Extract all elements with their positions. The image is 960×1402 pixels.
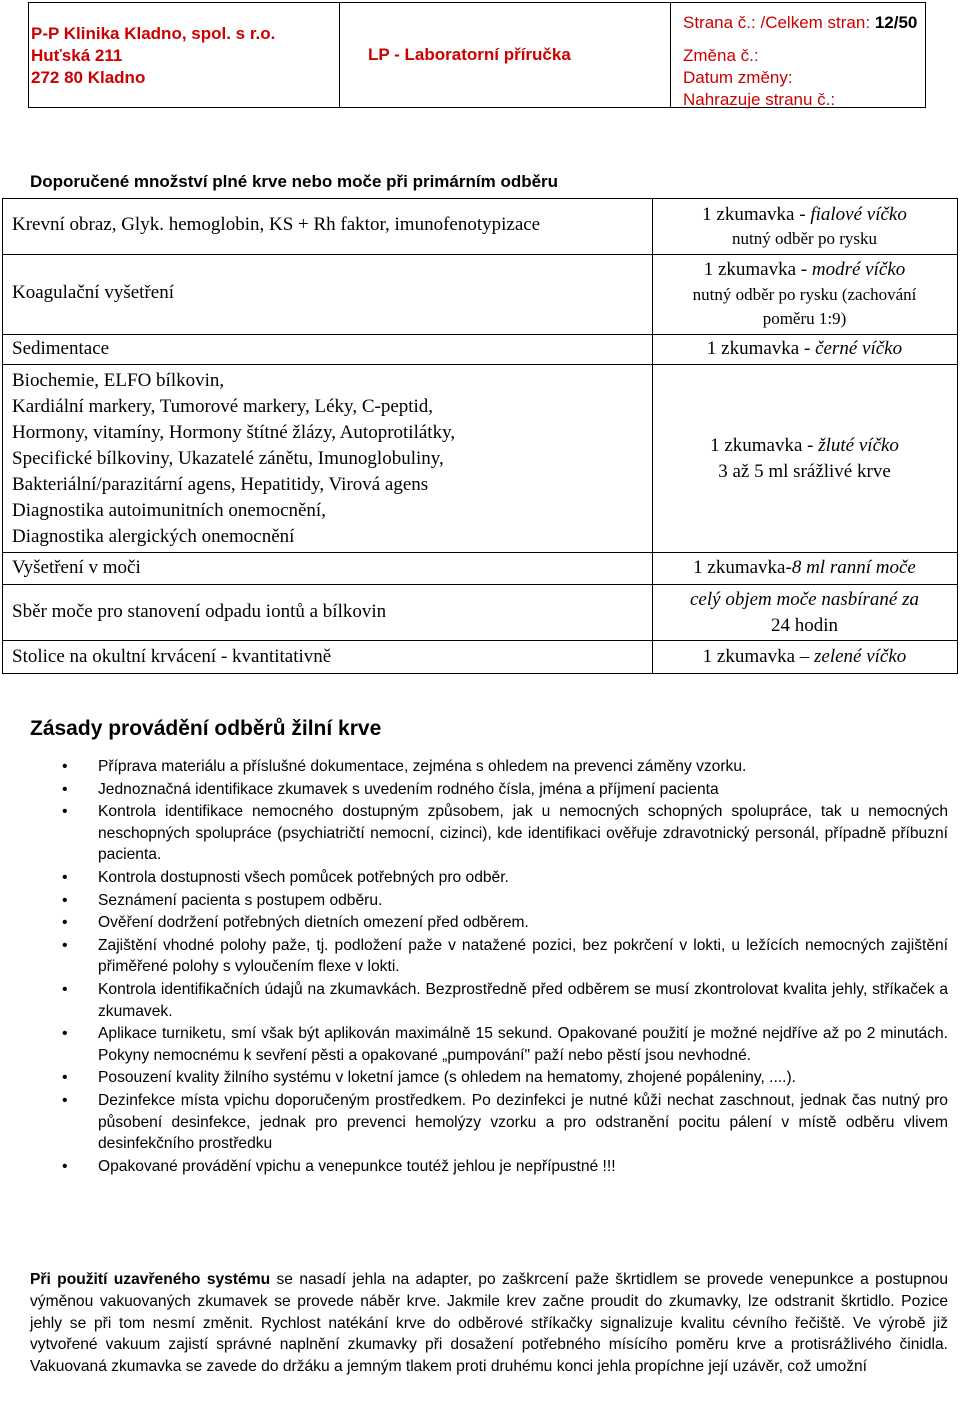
list-item: • Zajištění vhodné polohy paže, tj. podložení paže v natažené pozici, bez pokrčení v lokti, u ležících nemocných zajištění přiměřené polohy s vyloučením flexe v lokti. (30, 935, 948, 978)
tube-color: modré víčko (811, 259, 906, 280)
list-item: • Aplikace turniketu, smí však být aplikován maximálně 15 sekund. Opakované použití je možné nejdříve až po 2 minutách. Pokyny nemocnému k sevření pěsti a opakované „pumpování" paží nebo pěstí jsou nevhodné. (30, 1023, 948, 1066)
org-city: 272 80 Kladno (31, 68, 146, 87)
table-cell-note: 3 až 5 ml srážlivé krve (718, 461, 891, 482)
table-cell-tube (652, 336, 957, 362)
table-cell-note: poměru 1:9) (762, 309, 847, 328)
tube-count: 1 zkumavka - (702, 204, 811, 225)
tube-count: 1 zkumavka - (706, 338, 816, 359)
table-cell-tube (652, 587, 957, 613)
list-item: • Kontrola identifikačních údajů na zkumavkách. Bezprostředně před odběrem se musí zkontrolovat kvalita jehly, stříkaček a zkumavek. (30, 979, 948, 1022)
header-meta (671, 3, 926, 107)
list-item: • Kontrola identifikace nemocného dostupným způsobem, jak u nemocných schopných spolupráce, tak u nemocných neschopných spolupráce (psychiatričtí nemocní, cizinci), kde identifikaci ověřuje zdravotnický personál, případně příbuzní pacienta. (30, 801, 948, 866)
table-cell-test: Specifické bílkoviny, Ukazatelé zánětu, Imunoglobuliny, (12, 448, 444, 469)
closed-system-paragraph (30, 1269, 948, 1378)
table-border (2, 673, 958, 674)
table-cell-test: Diagnostika alergických onemocnění (12, 526, 295, 547)
table-cell-test: Sběr moče pro stanovení odpadu iontů a bílkovin (12, 601, 387, 622)
table-row-divider (2, 640, 958, 641)
table-cell-test: Bakteriální/parazitární agens, Hepatitidy, Virová agens (12, 474, 429, 495)
table-row-divider (2, 254, 958, 255)
sample-volume-table (2, 198, 958, 674)
list-item: • Posouzení kvality žilního systému v loketní jamce (s ohledem na hematomy, zhojené popáleniny, ....). (30, 1067, 948, 1089)
tube-note: celý objem moče nasbírané za (690, 589, 919, 610)
table-cell-tube (652, 433, 957, 459)
header-organization (29, 3, 340, 107)
table-border (2, 198, 958, 199)
replaces-page: Nahrazuje stranu č.: (683, 90, 836, 109)
table-cell-test: Koagulační vyšetření (12, 282, 174, 303)
table-cell-test: Kardiální markery, Tumorové markery, Léky, C-peptid, (12, 396, 434, 417)
table-row-divider (2, 584, 958, 585)
tube-color: žluté víčko (818, 435, 899, 456)
list-item: • Opakované provádění vpichu a venepunkce toutéž jehlou je nepřípustné !!! (30, 1156, 948, 1178)
page-number (683, 12, 917, 34)
table-border (2, 198, 3, 674)
table-cell-tube (652, 644, 957, 670)
tube-color: zelené víčko (814, 646, 907, 667)
closed-system-text: se nasadí jehla na adapter, po zaškrcení paže škrtidlem se provede venepunkce a postupnou výměnou vakuovaných zkumavek se provede náběr krve. Jakmile krev začne proudit do zkumavky, lze odstranit škrtidlo. Pozice jehly se při tom nesmí změnit. Rychlost natékání krve do odběrové stříkačky signalizuje kvalitu cévního řečiště. Ve výrobě již vytvořené vakuum zajistí správné naplnění zkumavky při dosažení potřebného mísícího poměru krve a protisrážlivého činidla. Vakuovaná zkumavka se zavede do držáku a jemným tlakem proti druhému konci jehla propíchne její uzávěr, což umožní (30, 1271, 948, 1376)
document-title: LP - Laboratorní příručka (368, 45, 571, 64)
list-item: • Ověření dodržení potřebných dietních omezení před odběrem. (30, 912, 948, 934)
table-cell-test: Sedimentace (12, 338, 110, 359)
change-number: Změna č.: (683, 46, 759, 65)
tube-color: 8 ml ranní moče (791, 557, 916, 578)
page-current: 12 (874, 13, 894, 32)
table-row-divider (2, 552, 958, 553)
change-date: Datum změny: (683, 68, 793, 87)
table-cell-tube (652, 555, 957, 581)
principles-heading: Zásady provádění odběrů žilní krve (30, 717, 382, 740)
table-heading: Doporučené množství plné krve nebo moče při primárním odběru (30, 172, 559, 191)
header-title-cell (340, 3, 671, 107)
table-cell-test: Krevní obraz, Glyk. hemoglobin, KS + Rh faktor, imunofenotypizace (12, 214, 541, 235)
closed-system-lead: Při použití uzavřeného systému (30, 1271, 271, 1288)
document-header (28, 2, 926, 108)
principles-list (30, 756, 948, 1178)
table-cell-note: nutný odběr po rysku (zachování (692, 285, 917, 304)
list-item: • Příprava materiálu a příslušné dokumentace, zejména s ohledem na prevenci záměny vzorku. (30, 756, 948, 778)
page-total: /50 (893, 13, 918, 32)
table-cell-tube (652, 202, 957, 228)
page-label: Strana č.: /Celkem stran: (683, 13, 871, 32)
tube-count: 1 zkumavka - (710, 435, 819, 456)
list-item: • Kontrola dostupnosti všech pomůcek potřebných pro odběr. (30, 867, 948, 889)
table-cell-note: 24 hodin (770, 615, 839, 636)
list-item: • Dezinfekce místa vpichu doporučeným prostředkem. Po dezinfekci je nutné kůži nechat zaschnout, jednak čas nutný pro působení desinfekce, jednak pro prevenci hemolýzy vzorku a pro odstranění pocitu pálení v místě odběru vlivem desinfekčního prostředku (30, 1090, 948, 1155)
table-cell-test: Biochemie, ELFO bílkovin, (12, 370, 225, 391)
table-row-divider (2, 364, 958, 365)
table-cell-test: Diagnostika autoimunitních onemocnění, (12, 500, 326, 521)
tube-color: černé víčko (815, 338, 903, 359)
table-border (957, 198, 958, 674)
table-cell-tube (652, 257, 957, 283)
table-row-divider (2, 334, 958, 335)
table-cell-test: Stolice na okultní krvácení - kvantitativně (12, 646, 332, 667)
tube-count: 1 zkumavka – (702, 646, 814, 667)
org-name: P-P Klinika Kladno, spol. s r.o. (31, 24, 276, 43)
org-street: Huťská 211 (31, 46, 123, 65)
tube-count: 1 zkumavka- (693, 557, 792, 578)
list-item: • Seznámení pacienta s postupem odběru. (30, 890, 948, 912)
tube-color: fialové víčko (810, 204, 907, 225)
table-cell-test: Hormony, vitamíny, Hormony štítné žlázy, Autoprotilátky, (12, 422, 456, 443)
list-item: • Jednoznačná identifikace zkumavek s uvedením rodného čísla, jména a příjmení pacienta (30, 779, 948, 801)
table-cell-test: Vyšetření v moči (12, 557, 141, 578)
tube-count: 1 zkumavka - (703, 259, 812, 280)
table-cell-note: nutný odběr po rysku (732, 229, 877, 248)
